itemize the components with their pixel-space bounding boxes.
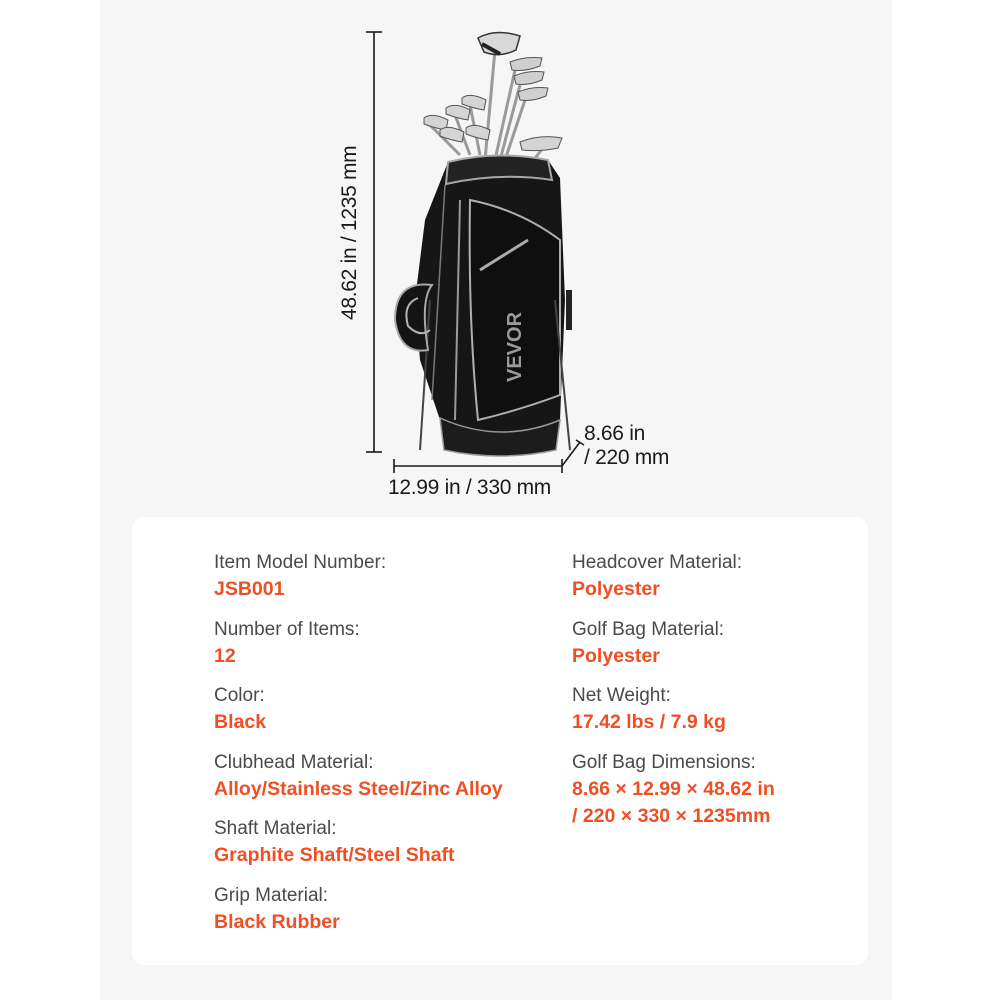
spec-headcover-material — [572, 549, 775, 603]
driver-head — [478, 32, 520, 54]
depth-dimension-metric: / 220 mm — [584, 446, 670, 469]
spec-value: Polyester — [572, 578, 660, 600]
spec-label: Clubhead Material: — [214, 751, 374, 773]
width-dimension-label: 12.99 in / 330 mm — [388, 476, 551, 499]
spec-net-weight — [572, 682, 775, 736]
wood-heads — [510, 58, 548, 101]
iron-heads — [424, 95, 562, 150]
height-dimension-label: 48.62 in / 1235 mm — [338, 145, 361, 320]
spec-golf-bag-dimensions — [572, 749, 775, 830]
spec-shaft-material — [214, 815, 503, 869]
bag-brand-logo: VEVOR — [504, 311, 526, 382]
specs-right-column — [572, 549, 775, 842]
spec-grip-material — [214, 882, 503, 936]
specs-left-column — [214, 549, 503, 948]
spec-label: Color: — [214, 685, 265, 706]
spec-color — [214, 682, 503, 736]
height-dimension-line — [366, 32, 382, 452]
spec-value: 17.42 lbs / 7.9 kg — [572, 711, 726, 733]
spec-clubhead-material — [214, 749, 503, 803]
spec-value-line2: / 220 × 330 × 1235mm — [572, 804, 771, 827]
spec-golf-bag-material — [572, 616, 775, 670]
spec-value: Graphite Shaft/Steel Shaft — [214, 844, 455, 866]
spec-label: Golf Bag Dimensions: — [572, 751, 756, 773]
specifications-card — [132, 517, 868, 965]
spec-value: 12 — [214, 644, 236, 667]
spec-value: Alloy/Stainless Steel/Zinc Alloy — [214, 777, 503, 800]
spec-number-of-items — [214, 616, 503, 670]
spec-value: Black Rubber — [214, 910, 340, 933]
spec-item-model-number — [214, 549, 503, 603]
spec-label: Grip Material: — [214, 884, 329, 906]
spec-label: Item Model Number: — [214, 552, 387, 573]
spec-label: Net Weight: — [572, 685, 671, 706]
spec-label: Number of Items: — [214, 618, 360, 640]
spec-value: JSB001 — [214, 578, 285, 600]
depth-dimension-label — [584, 422, 669, 470]
spec-value: Black — [214, 711, 267, 733]
spec-label: Golf Bag Material: — [572, 618, 725, 640]
spec-value: 8.66 × 12.99 × 48.62 in — [572, 777, 775, 800]
depth-dimension-imperial: 8.66 in — [584, 422, 645, 445]
spec-label: Headcover Material: — [572, 552, 743, 573]
spec-label: Shaft Material: — [214, 818, 337, 839]
golf-bag-body — [395, 155, 572, 456]
spec-value: Polyester — [572, 644, 660, 667]
